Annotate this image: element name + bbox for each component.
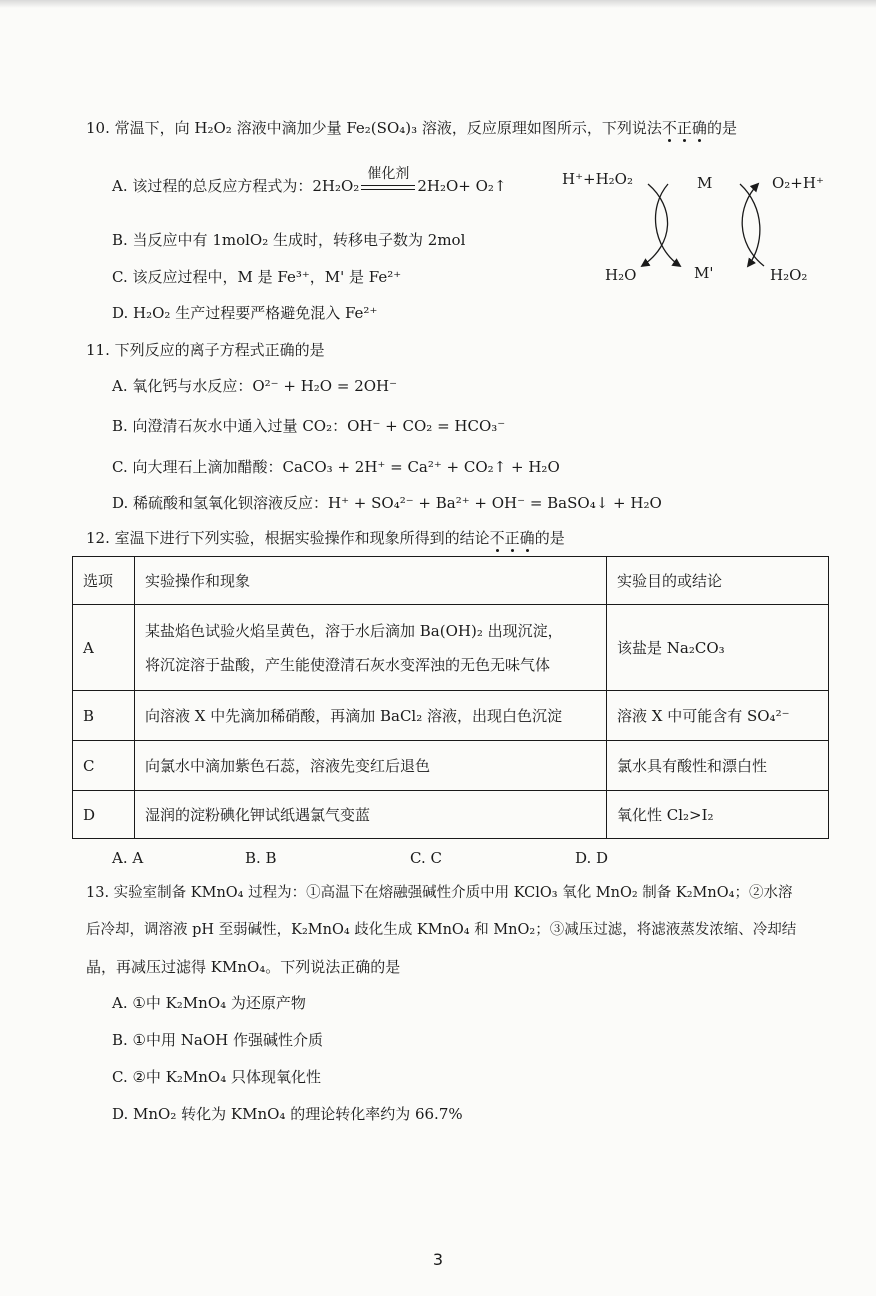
- diagram-label-peroxide: H₂O₂: [770, 266, 808, 284]
- question-13-stem-line-1: 13. 实验室制备 KMnO₄ 过程为：①高温下在熔融强碱性介质中用 KClO₃ 氧化 MnO₂ 制备 K₂MnO₄；②水溶: [86, 885, 793, 901]
- table-cell-operation: 某盐焰色试验火焰呈黄色，溶于水后滴加 Ba(OH)₂ 出现沉淀， 将沉淀溶于盐酸，产生能使澄清石灰水变浑浊的无色无味气体: [135, 605, 607, 691]
- emphasis-dot-char: 正: [504, 529, 520, 547]
- table-header-row: [73, 557, 829, 605]
- question-12-stem: 12. 室温下进行下列实验，根据实验操作和现象所得到的结论不正确的是: [86, 529, 565, 547]
- table-row: [73, 691, 829, 741]
- question-11-option-d: D. 稀硫酸和氢氧化钡溶液反应：H⁺ + SO₄²⁻ + Ba²⁺ + OH⁻ = BaSO₄↓ + H₂O: [112, 494, 662, 512]
- question-10-option-a: A. 该过程的总反应方程式为：2H₂O₂ 催化剂 2H₂O+ O₂↑: [112, 166, 507, 195]
- question-11-stem: 11. 下列反应的离子方程式正确的是: [86, 341, 325, 359]
- question-13-option-a: A. ①中 K₂MnO₄ 为还原产物: [112, 994, 306, 1012]
- question-13-stem-line-3: 晶，再减压过滤得 KMnO₄。下列说法正确的是: [86, 958, 401, 976]
- question-10-stem: 10. 常温下，向 H₂O₂ 溶液中滴加少量 Fe₂(SO₄)₃ 溶液，反应原理如图所示，下列说法不正确的是: [86, 119, 737, 137]
- table-row: [73, 741, 829, 791]
- question-13-option-b: B. ①中用 NaOH 作强碱性介质: [112, 1031, 323, 1049]
- table-cell-operation: 向氯水中滴加紫色石蕊，溶液先变红后退色: [135, 741, 607, 791]
- table-header-cell: 实验操作和现象: [135, 557, 607, 605]
- emphasis-dot-char: 不: [661, 119, 677, 137]
- diagram-label-reactants: H⁺+H₂O₂: [562, 170, 633, 188]
- emphasis-dot-char: 正: [676, 119, 692, 137]
- answer-choice-d: D. D: [575, 849, 609, 867]
- table-cell-option: A: [73, 605, 135, 691]
- question-10-option-b: B. 当反应中有 1molO₂ 生成时，转移电子数为 2mol: [112, 231, 466, 249]
- answer-choice-c: C. C: [410, 849, 442, 867]
- table-row: [73, 605, 829, 691]
- emphasis-dot-char: 不: [489, 529, 505, 547]
- table-cell-operation: 湿润的淀粉碘化钾试纸遇氯气变蓝: [135, 791, 607, 839]
- question-11-option-b: B. 向澄清石灰水中通入过量 CO₂：OH⁻ + CO₂ = HCO₃⁻: [112, 417, 506, 435]
- page-number: 3: [432, 1250, 444, 1269]
- diagram-label-products: O₂+H⁺: [772, 174, 824, 192]
- question-13-stem-line-2: 后冷却，调溶液 pH 至弱碱性，K₂MnO₄ 歧化生成 KMnO₄ 和 MnO₂；③减压过滤，将滤液蒸发浓缩、冷却结: [86, 922, 797, 938]
- question-11-option-c: C. 向大理石上滴加醋酸：CaCO₃ + 2H⁺ = Ca²⁺ + CO₂↑ + H₂O: [112, 458, 560, 476]
- catalyst-arrow: 催化剂: [361, 176, 415, 196]
- experiment-table: [72, 556, 829, 839]
- table-cell-operation: 向溶液 X 中先滴加稀硝酸，再滴加 BaCl₂ 溶液，出现白色沉淀: [135, 691, 607, 741]
- table-cell-option: B: [73, 691, 135, 741]
- reaction-cycle-diagram: [560, 162, 836, 292]
- table-cell-option: C: [73, 741, 135, 791]
- table-cell-conclusion: 氯水具有酸性和漂白性: [607, 741, 829, 791]
- table-cell-conclusion: 氧化性 Cl₂>I₂: [607, 791, 829, 839]
- question-11-option-a: A. 氧化钙与水反应：O²⁻ + H₂O = 2OH⁻: [112, 377, 398, 395]
- question-13-option-c: C. ②中 K₂MnO₄ 只体现氧化性: [112, 1068, 322, 1086]
- table-cell-conclusion: 该盐是 Na₂CO₃: [607, 605, 829, 691]
- diagram-label-m-prime: M': [694, 264, 714, 282]
- answer-choice-a: A. A: [112, 849, 144, 867]
- table-cell-conclusion: 溶液 X 中可能含有 SO₄²⁻: [607, 691, 829, 741]
- table-row: [73, 791, 829, 839]
- question-10-option-c: C. 该反应过程中，M 是 Fe³⁺，M' 是 Fe²⁺: [112, 268, 402, 286]
- table-header-cell: 选项: [73, 557, 135, 605]
- cycle-arrow-right: [740, 184, 760, 266]
- question-10-option-d: D. H₂O₂ 生产过程要严格避免混入 Fe²⁺: [112, 304, 378, 322]
- emphasis-dot-char: 确: [519, 529, 535, 547]
- diagram-label-m: M: [697, 174, 713, 192]
- cycle-arrow-mid-up: [742, 184, 764, 266]
- page-top-edge: [0, 0, 876, 8]
- table-cell-option: D: [73, 791, 135, 839]
- cycle-arrow-left: [642, 184, 668, 266]
- diagram-label-water: H₂O: [605, 266, 637, 284]
- emphasis-dot-char: 确: [691, 119, 707, 137]
- question-13-option-d: D. MnO₂ 转化为 KMnO₄ 的理论转化率约为 66.7%: [112, 1105, 463, 1123]
- table-header-cell: 实验目的或结论: [607, 557, 829, 605]
- answer-choice-b: B. B: [245, 849, 277, 867]
